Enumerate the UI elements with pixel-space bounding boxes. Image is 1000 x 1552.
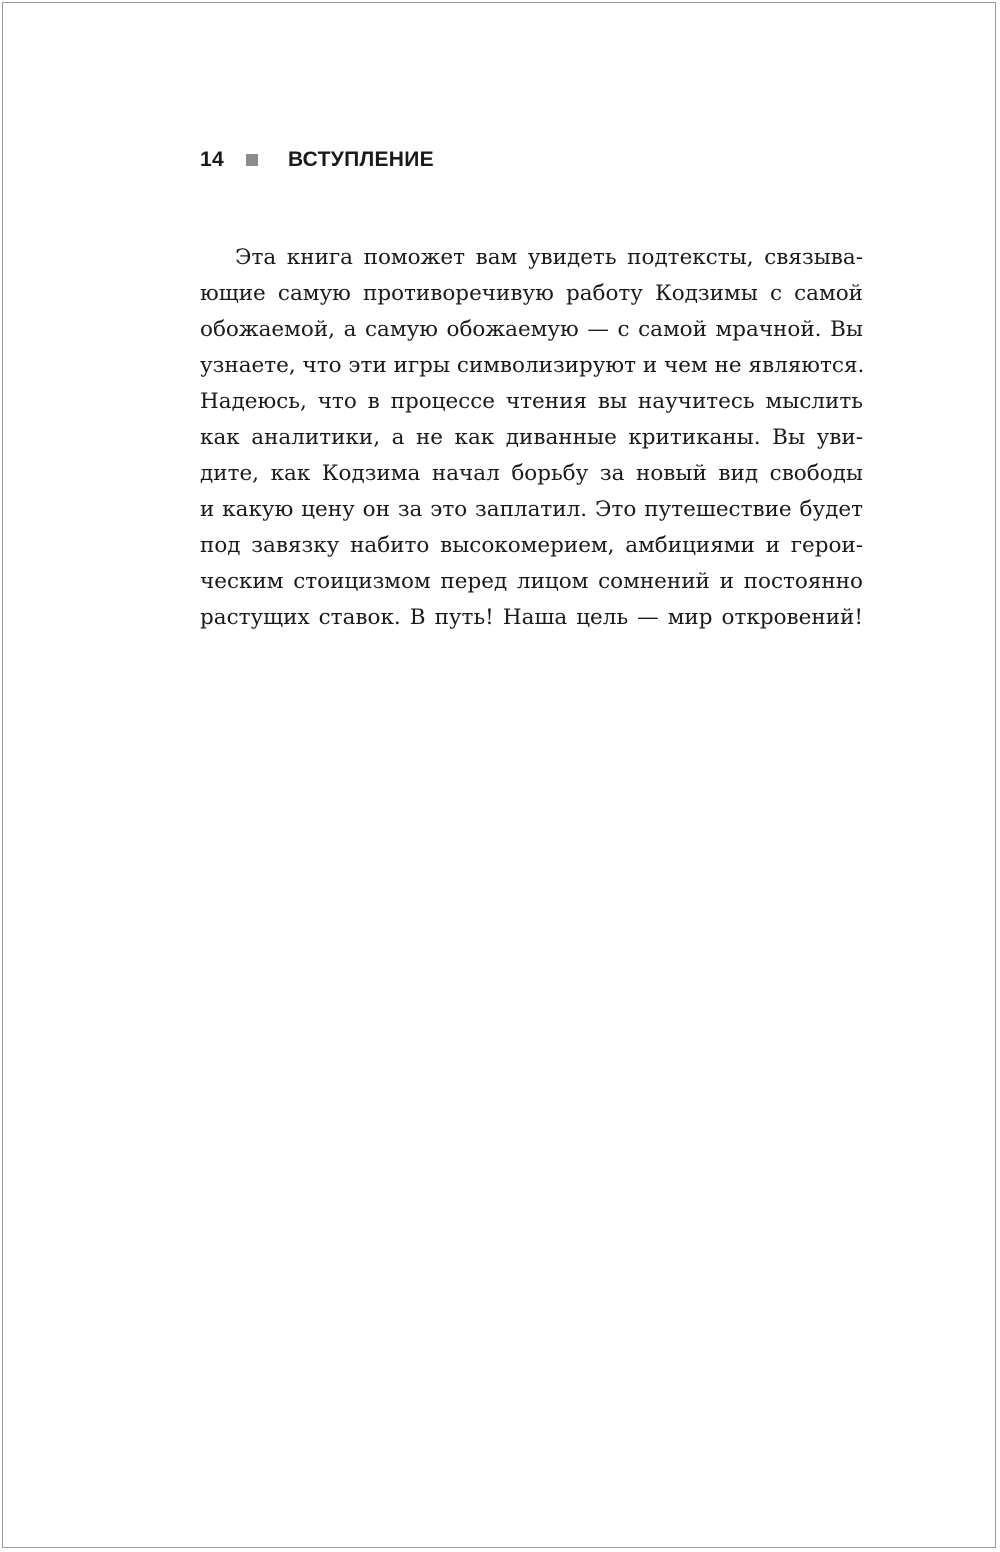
paragraph-line: под завязку набито высокомерием, амбициями и герои- [200, 533, 863, 558]
paragraph-line: растущих ставок. В путь! Наша цель — мир откровений! [200, 605, 863, 630]
paragraph-line: обожаемой, а самую обожаемую — с самой мрачной. Вы [200, 317, 863, 342]
paragraph-line: дите, как Кодзима начал борьбу за новый вид свободы [200, 461, 863, 486]
running-head [200, 146, 434, 174]
paragraph-line: Надеюсь, что в процессе чтения вы научитесь мыслить [200, 389, 863, 414]
paragraph-line: как аналитики, а не как диванные критиканы. Вы уви- [200, 425, 863, 450]
paragraph-line: Эта книга поможет вам увидеть подтексты, связыва- [235, 245, 863, 270]
square-icon [246, 154, 258, 166]
page-number: 14 [200, 148, 224, 171]
paragraph-line: и какую цену он за это заплатил. Это путешествие будет [200, 497, 863, 522]
paragraph-line: ческим стоицизмом перед лицом сомнений и постоянно [200, 569, 863, 594]
body-paragraph [200, 240, 863, 636]
section-title: ВСТУПЛЕНИЕ [287, 148, 434, 171]
page [2, 2, 996, 1548]
paragraph-line: узнаете, что эти игры символизируют и чем не являются. [200, 353, 865, 378]
paragraph-line: ющие самую противоречивую работу Кодзимы с самой [200, 281, 863, 306]
